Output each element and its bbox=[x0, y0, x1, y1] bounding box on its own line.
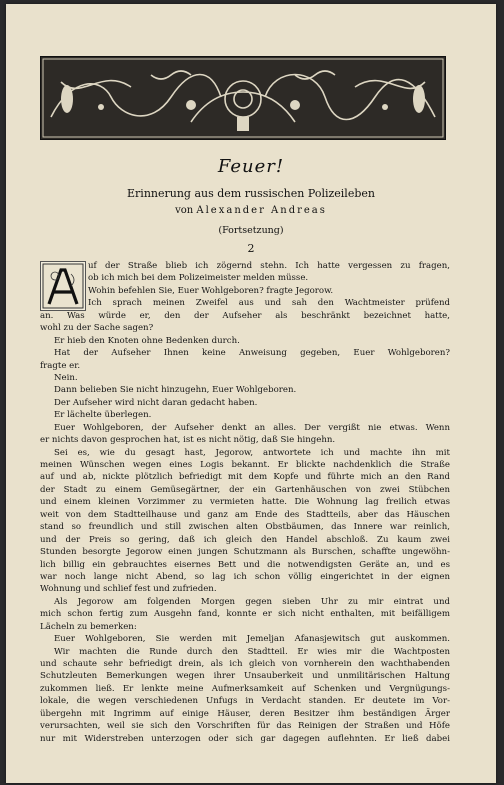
text-line: zukommen ließ. Er lenkte meine Aufmerksamkeit auf Schenken und Vergnügungs- bbox=[40, 683, 450, 694]
text-line: ob ich mich bei dem Polizeimeister melden müsse. bbox=[88, 273, 309, 284]
text-line: Er lächelte überlegen. bbox=[54, 410, 152, 421]
article-subtitle: Erinnerung aus dem russischen Polizeileben bbox=[127, 187, 375, 200]
text-line: Nein. bbox=[54, 372, 78, 383]
text-line: mich schon fertig zum Ausgehn fand, konnte er sich nicht enthalten, mit beifälligem bbox=[40, 609, 450, 620]
text-line: Stunden besorgte Jegorow einen jungen Schutzmann als Burschen, schaffte ungewöhn- bbox=[40, 547, 450, 558]
text-line: lokale, die wegen verschiedenen Unfugs in Verdacht standen. Er deutete im Vor- bbox=[40, 696, 450, 707]
text-line: Euer Wohlgeboren, Sie werden mit Jemeljan Afanasjewitsch gut auskommen. bbox=[54, 634, 450, 645]
article-body bbox=[40, 260, 450, 745]
text-line: auf und ab, nickte plötzlich befriedigt mit dem Kopfe und führte mich an den Rand bbox=[40, 472, 450, 483]
text-line: Schutzleuten Bemerkungen wegen ihrer Unsauberkeit und unmilitärischen Haltung bbox=[40, 671, 450, 682]
ornamental-header-banner bbox=[40, 56, 446, 140]
text-line: weit von dem Stadtteilhause und ganz am Ende des Stadtteils, aber das Häuschen bbox=[40, 509, 450, 520]
text-line: Wohin befehlen Sie, Euer Wohlgeboren? fragte Jegorow. bbox=[88, 285, 334, 296]
byline bbox=[6, 205, 496, 216]
text-line: er nichts davon gesprochen hat, ist es nicht nötig, daß Sie hingehn. bbox=[40, 435, 336, 446]
text-line: übergehn mit Ingrimm auf einige Häuser, deren Besitzer ihm beständigen Ärger bbox=[40, 708, 450, 719]
byline-prefix: von bbox=[175, 205, 194, 216]
text-line: Dann belieben Sie nicht hinzugehn, Euer Wohlgeboren. bbox=[54, 385, 297, 396]
text-line: meinen Wünschen wegen eines Logis bekannt. Er blickte nachdenklich die Straße bbox=[40, 460, 450, 470]
article-title: Feuer! bbox=[217, 156, 285, 177]
text-line: fragte er. bbox=[40, 360, 81, 371]
text-line: und der Preis so gering, daß ich gleich den Handel abschloß. Zu kaum zwei bbox=[40, 534, 450, 545]
text-line: Wohnung und schlief fest und zufrieden. bbox=[40, 584, 217, 595]
text-line: war noch lange nicht Abend, so lag ich schon völlig eingerichtet in der eignen bbox=[40, 571, 450, 582]
document-page bbox=[6, 4, 496, 783]
section-number: 2 bbox=[247, 242, 255, 255]
continuation-note: (Fortsetzung) bbox=[218, 225, 284, 236]
text-line: uf der Straße blieb ich zögernd stehn. Ich hatte vergessen zu fragen, bbox=[88, 261, 450, 271]
text-line: lich billig ein gebrauchtes eisernes Bett und die notwendigsten Geräte an, und es bbox=[40, 559, 450, 570]
text-line: Als Jegorow am folgenden Morgen gegen sieben Uhr zu mir eintrat und bbox=[54, 596, 450, 607]
text-line: Hat der Aufseher Ihnen keine Anweisung gegeben, Euer Wohlgeboren? bbox=[54, 348, 450, 359]
text-line: und schaute sehr befriedigt drein, als ich gleich von vornherein den wachthabenden bbox=[40, 659, 450, 669]
text-line: verursachten, weil sie sich den Vorschriften für das Reinigen der Straßen und Höfe bbox=[40, 721, 450, 732]
text-line: der Stadt zu einem Gemüsegärtner, der ein Gartenhäuschen von zwei Stübchen bbox=[40, 484, 450, 495]
text-line: Euer Wohlgeboren, der Aufseher denkt an alles. Der vergißt nie etwas. Wenn bbox=[54, 422, 450, 433]
text-line: Wir machten die Runde durch den Stadtteil. Er wies mir die Wachtposten bbox=[54, 646, 450, 657]
text-line: Lächeln zu bemerken: bbox=[40, 621, 137, 632]
text-line: Der Aufseher wird nicht daran gedacht haben. bbox=[54, 397, 258, 408]
text-line: wohl zu der Sache sagen? bbox=[40, 323, 154, 334]
text-line: stand so freundlich und still zwischen alten Obstbäumen, das Innere war reinlich, bbox=[40, 522, 450, 533]
text-line: und einem kleinen Vorzimmer zu vermieten hatte. Die Wohnung lag freilich etwas bbox=[40, 497, 450, 508]
text-line: an. Was würde er, den der Aufseher als beschränkt bezeichnet hatte, bbox=[40, 310, 450, 321]
text-line: Er hieb den Knoten ohne Bedenken durch. bbox=[54, 335, 240, 346]
text-line: Sei es, wie du gesagt hast, Jegorow, antwortete ich und machte ihn mit bbox=[54, 447, 450, 458]
text-line: nur mit Widerstreben unterzogen oder sich gar dagegen auflehnten. Er ließ dabei bbox=[40, 733, 450, 744]
author-name: Alexander Andreas bbox=[196, 205, 327, 216]
text-line: Ich sprach meinen Zweifel aus und sah den Wachtmeister prüfend bbox=[88, 298, 450, 309]
